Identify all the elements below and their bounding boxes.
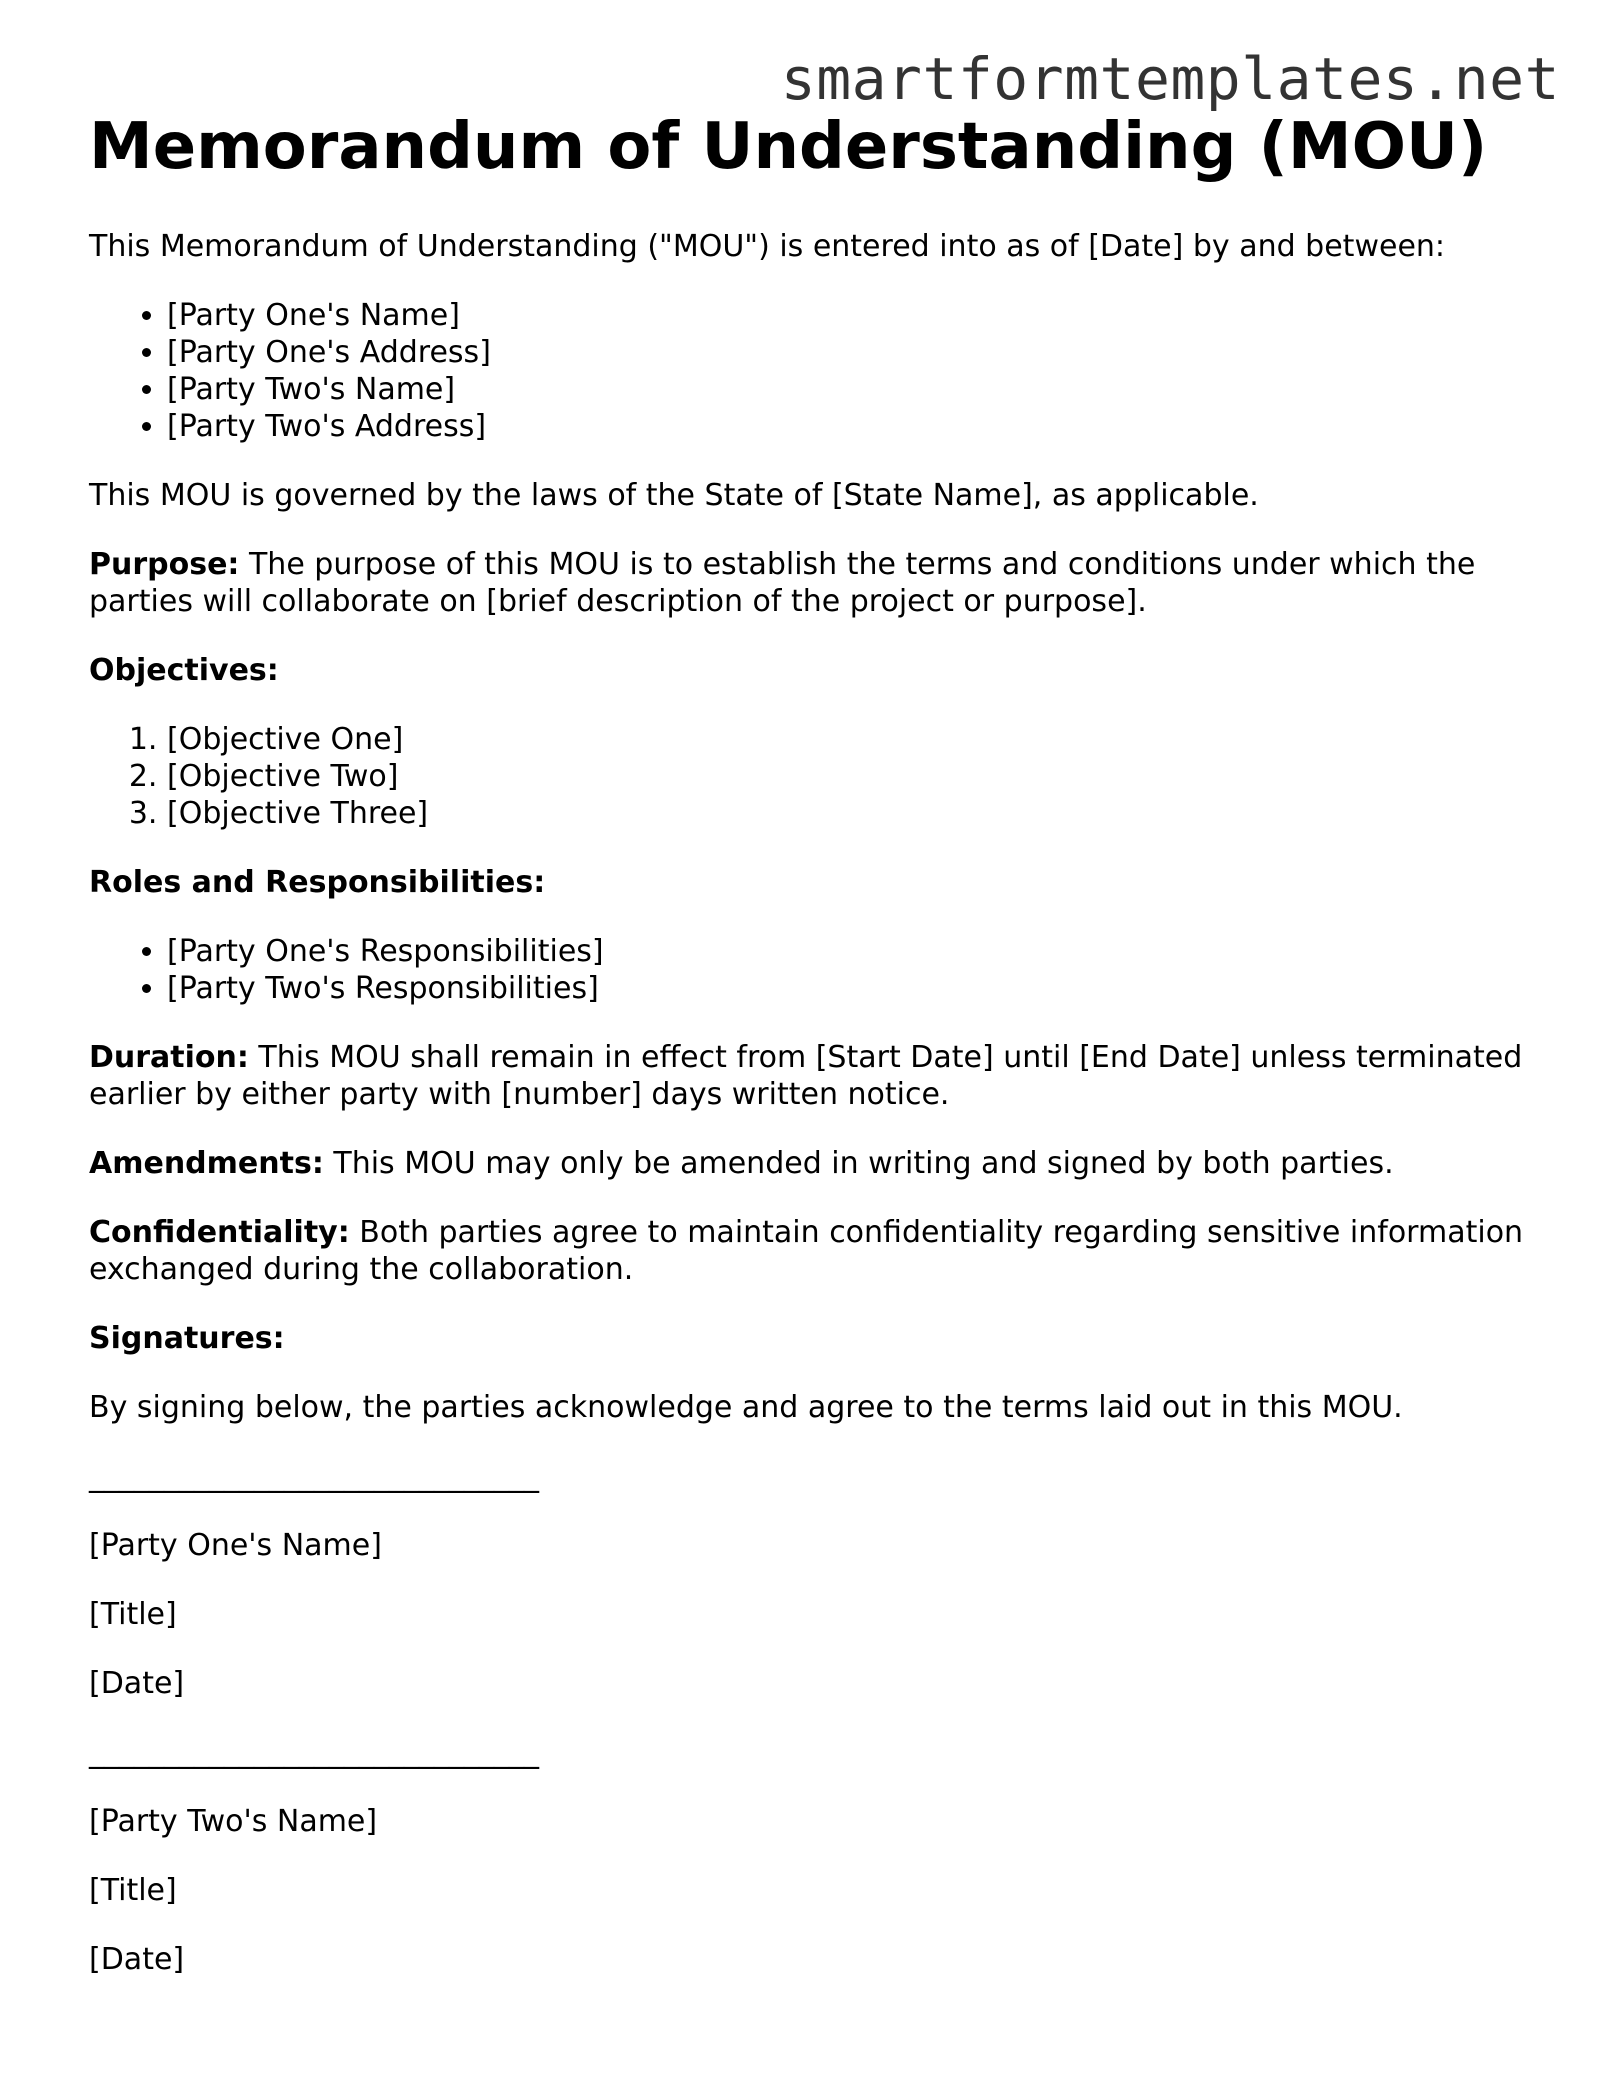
list-item: 1. [Objective One]	[167, 721, 1529, 758]
list-item: 3. [Objective Three]	[167, 795, 1529, 832]
objectives-label: Objectives:	[89, 653, 279, 688]
purpose-section	[89, 546, 1529, 620]
parties-list	[89, 297, 1529, 445]
list-item: • [Party Two's Address]	[167, 408, 1529, 445]
list-item: • [Party One's Name]	[167, 297, 1529, 334]
purpose-text: The purpose of this MOU is to establish the terms and conditions under which the parties will collaborate on [brief description of the project or purpose].	[89, 547, 1476, 619]
signature-line: ______________________________	[89, 1735, 539, 1770]
signer-date: [Date]	[89, 1942, 185, 1977]
purpose-label: Purpose:	[89, 547, 240, 582]
signer-name: [Party Two's Name]	[89, 1804, 378, 1839]
confidentiality-section	[89, 1214, 1529, 1288]
list-item: • [Party One's Responsibilities]	[167, 933, 1529, 970]
duration-label: Duration:	[89, 1040, 249, 1075]
governing-law-paragraph: This MOU is governed by the laws of the State of [State Name], as applicable.	[89, 478, 1259, 513]
amendments-section	[89, 1145, 1529, 1182]
signer-date: [Date]	[89, 1666, 185, 1701]
objectives-list	[89, 721, 1529, 832]
amendments-label: Amendments:	[89, 1146, 324, 1181]
list-item: • [Party One's Address]	[167, 334, 1529, 371]
signature-block-party-one	[89, 1458, 1529, 1702]
list-item: 2. [Objective Two]	[167, 758, 1529, 795]
confidentiality-label: Confidentiality:	[89, 1215, 350, 1250]
objectives-heading	[89, 652, 1529, 689]
duration-text: This MOU shall remain in effect from [Start Date] until [End Date] unless terminated earlier by either party with [number] days written notice.	[89, 1040, 1523, 1112]
duration-section	[89, 1039, 1529, 1113]
roles-heading	[89, 864, 1529, 901]
roles-list	[89, 933, 1529, 1007]
signer-name: [Party One's Name]	[89, 1528, 382, 1563]
confidentiality-text: Both parties agree to maintain confidentiality regarding sensitive information exchanged during the collaboration.	[89, 1215, 1524, 1287]
signatures-label: Signatures:	[89, 1321, 285, 1356]
amendments-text: This MOU may only be amended in writing and signed by both parties.	[323, 1146, 1394, 1181]
page-title: Memorandum of Understanding (MOU)	[89, 110, 1488, 184]
roles-label: Roles and Responsibilities:	[89, 865, 546, 900]
signature-line: ______________________________	[89, 1459, 539, 1494]
signer-title: [Title]	[89, 1873, 177, 1908]
document-body	[89, 228, 1529, 2010]
list-item: • [Party Two's Responsibilities]	[167, 970, 1529, 1007]
signatures-statement: By signing below, the parties acknowledge and agree to the terms laid out in this MOU.	[89, 1390, 1403, 1425]
signer-title: [Title]	[89, 1597, 177, 1632]
intro-paragraph: This Memorandum of Understanding ("MOU") is entered into as of [Date] by and between:	[89, 229, 1446, 264]
signatures-heading	[89, 1320, 1529, 1357]
list-item: • [Party Two's Name]	[167, 371, 1529, 408]
signature-block-party-two	[89, 1734, 1529, 1978]
watermark: smartformtemplates.net	[780, 45, 1560, 113]
